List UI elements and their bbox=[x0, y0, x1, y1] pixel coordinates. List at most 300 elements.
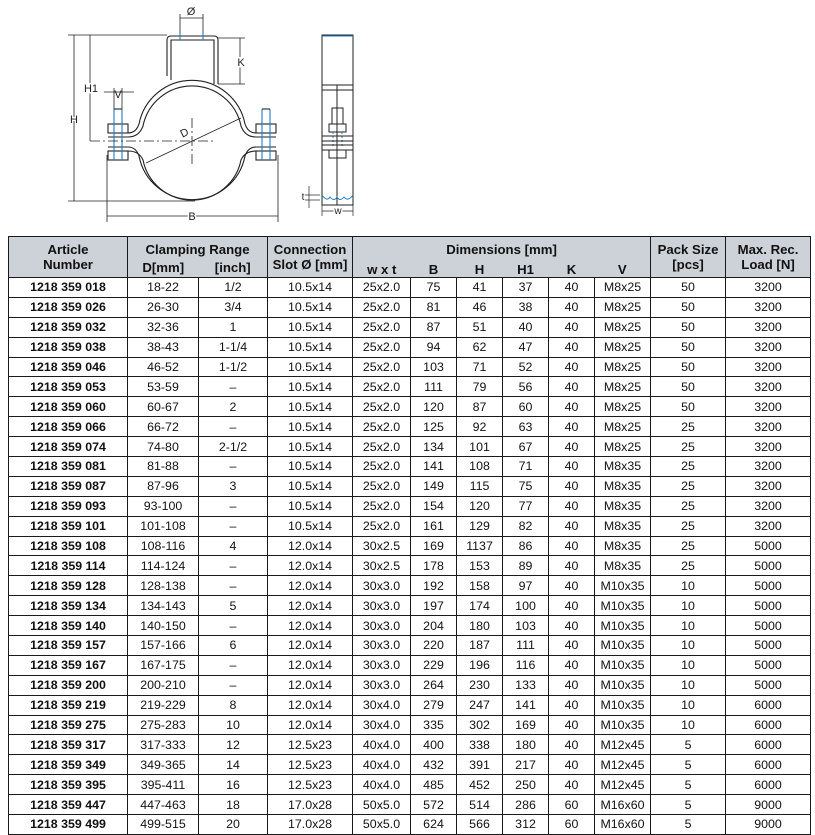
cell-max-load: 3200 bbox=[726, 417, 811, 437]
table-row bbox=[9, 576, 811, 596]
cell-dim-k: 40 bbox=[549, 337, 595, 357]
cell-clamping-d-mm: 101-108 bbox=[128, 516, 199, 536]
cell-dim-h1: 141 bbox=[503, 695, 549, 715]
header-article-line2: Number bbox=[43, 257, 93, 272]
cell-dim-v: M10x35 bbox=[595, 596, 651, 616]
cell-connection-slot: 10.5x14 bbox=[268, 317, 353, 337]
cell-max-load: 3200 bbox=[726, 278, 811, 298]
cell-clamping-inch: 1 bbox=[199, 317, 268, 337]
dimension-labels bbox=[70, 6, 245, 223]
cell-connection-slot: 12.0x14 bbox=[268, 576, 353, 596]
cell-article-number: 1218 359 275 bbox=[9, 715, 128, 735]
cell-clamping-d-mm: 18-22 bbox=[128, 278, 199, 298]
cell-clamping-d-mm: 46-52 bbox=[128, 357, 199, 377]
cell-dim-h1: 82 bbox=[503, 516, 549, 536]
cell-clamping-inch: – bbox=[199, 417, 268, 437]
header-d-mm: D[mm] bbox=[128, 257, 199, 278]
cell-dim-h: 174 bbox=[457, 596, 503, 616]
cell-dim-k: 40 bbox=[549, 755, 595, 775]
cell-connection-slot: 10.5x14 bbox=[268, 417, 353, 437]
cell-max-load: 3200 bbox=[726, 297, 811, 317]
cell-clamping-inch: – bbox=[199, 516, 268, 536]
cell-max-load: 3200 bbox=[726, 516, 811, 536]
cell-dim-k: 40 bbox=[549, 417, 595, 437]
cell-dim-b: 264 bbox=[411, 675, 457, 695]
table-row bbox=[9, 317, 811, 337]
header-h1: H1 bbox=[503, 257, 549, 278]
cell-dim-k: 40 bbox=[549, 775, 595, 795]
cell-article-number: 1218 359 317 bbox=[9, 735, 128, 755]
cell-dim-b: 75 bbox=[411, 278, 457, 298]
cell-clamping-d-mm: 108-116 bbox=[128, 536, 199, 556]
cell-dim-h1: 116 bbox=[503, 655, 549, 675]
connection-bracket-inner bbox=[171, 40, 214, 84]
cell-dim-h: 180 bbox=[457, 616, 503, 636]
cell-max-load: 3200 bbox=[726, 357, 811, 377]
cell-dim-b: 125 bbox=[411, 417, 457, 437]
cell-clamping-inch: – bbox=[199, 556, 268, 576]
cell-article-number: 1218 359 053 bbox=[9, 377, 128, 397]
label-h: H bbox=[70, 114, 78, 126]
cell-pack-size: 10 bbox=[651, 616, 726, 636]
cell-article-number: 1218 359 157 bbox=[9, 636, 128, 656]
table-row bbox=[9, 516, 811, 536]
cell-dim-h: 79 bbox=[457, 377, 503, 397]
cell-dim-h1: 312 bbox=[503, 815, 549, 835]
cell-dim-v: M16x60 bbox=[595, 815, 651, 835]
side-view bbox=[305, 35, 353, 216]
cell-article-number: 1218 359 219 bbox=[9, 695, 128, 715]
cell-clamping-inch: 1/2 bbox=[199, 278, 268, 298]
cell-dim-h1: 86 bbox=[503, 536, 549, 556]
cell-clamping-d-mm: 114-124 bbox=[128, 556, 199, 576]
cell-pack-size: 5 bbox=[651, 795, 726, 815]
cell-dim-b: 335 bbox=[411, 715, 457, 735]
cell-dim-h: 115 bbox=[457, 476, 503, 496]
cell-dim-v: M8x35 bbox=[595, 516, 651, 536]
cell-article-number: 1218 359 447 bbox=[9, 795, 128, 815]
cell-dim-k: 40 bbox=[549, 735, 595, 755]
cell-dim-wxt: 25x2.0 bbox=[353, 437, 411, 457]
cell-dim-v: M16x60 bbox=[595, 795, 651, 815]
header-wxt: w x t bbox=[353, 257, 411, 278]
header-article-number bbox=[9, 237, 128, 278]
table-row bbox=[9, 616, 811, 636]
cell-clamping-d-mm: 349-365 bbox=[128, 755, 199, 775]
cell-dim-v: M10x35 bbox=[595, 636, 651, 656]
label-h1: H1 bbox=[83, 83, 99, 95]
cell-clamping-d-mm: 60-67 bbox=[128, 397, 199, 417]
cell-dim-h1: 169 bbox=[503, 715, 549, 735]
cell-dim-h: 302 bbox=[457, 715, 503, 735]
cell-dim-h: 196 bbox=[457, 655, 503, 675]
cell-max-load: 9000 bbox=[726, 795, 811, 815]
table-row bbox=[9, 496, 811, 516]
label-k: K bbox=[237, 57, 245, 69]
cell-dim-k: 60 bbox=[549, 795, 595, 815]
cell-dim-k: 40 bbox=[549, 457, 595, 477]
cell-article-number: 1218 359 167 bbox=[9, 655, 128, 675]
cell-article-number: 1218 359 081 bbox=[9, 457, 128, 477]
cell-dim-wxt: 50x5.0 bbox=[353, 795, 411, 815]
cell-clamping-d-mm: 200-210 bbox=[128, 675, 199, 695]
cell-connection-slot: 10.5x14 bbox=[268, 357, 353, 377]
cell-dim-h: 108 bbox=[457, 457, 503, 477]
cell-dim-h: 153 bbox=[457, 556, 503, 576]
cell-max-load: 3200 bbox=[726, 457, 811, 477]
cell-dim-k: 40 bbox=[549, 536, 595, 556]
cell-pack-size: 5 bbox=[651, 775, 726, 795]
table-row bbox=[9, 735, 811, 755]
cell-dim-b: 120 bbox=[411, 397, 457, 417]
cell-article-number: 1218 359 038 bbox=[9, 337, 128, 357]
cell-max-load: 5000 bbox=[726, 536, 811, 556]
cell-connection-slot: 10.5x14 bbox=[268, 278, 353, 298]
cell-connection-slot: 10.5x14 bbox=[268, 516, 353, 536]
cell-dim-h: 566 bbox=[457, 815, 503, 835]
cell-pack-size: 25 bbox=[651, 536, 726, 556]
cell-dim-v: M12x45 bbox=[595, 735, 651, 755]
cell-dim-k: 40 bbox=[549, 278, 595, 298]
cell-max-load: 3200 bbox=[726, 496, 811, 516]
cell-clamping-inch: – bbox=[199, 655, 268, 675]
cell-clamping-d-mm: 74-80 bbox=[128, 437, 199, 457]
table-body bbox=[9, 278, 811, 835]
header-load-line2: Load [N] bbox=[726, 257, 811, 278]
header-h: H bbox=[457, 257, 503, 278]
cell-clamping-d-mm: 38-43 bbox=[128, 337, 199, 357]
cell-connection-slot: 10.5x14 bbox=[268, 437, 353, 457]
cell-article-number: 1218 359 101 bbox=[9, 516, 128, 536]
cell-dim-v: M10x35 bbox=[595, 675, 651, 695]
cell-clamping-d-mm: 26-30 bbox=[128, 297, 199, 317]
cell-clamping-inch: 20 bbox=[199, 815, 268, 835]
cell-dim-wxt: 30x3.0 bbox=[353, 675, 411, 695]
cell-dim-b: 220 bbox=[411, 636, 457, 656]
cell-article-number: 1218 359 114 bbox=[9, 556, 128, 576]
cell-dim-v: M8x35 bbox=[595, 457, 651, 477]
cell-dim-b: 624 bbox=[411, 815, 457, 835]
cell-dim-wxt: 25x2.0 bbox=[353, 417, 411, 437]
cell-clamping-inch: 12 bbox=[199, 735, 268, 755]
cell-dim-h1: 77 bbox=[503, 496, 549, 516]
cell-article-number: 1218 359 140 bbox=[9, 616, 128, 636]
cell-max-load: 9000 bbox=[726, 815, 811, 835]
label-t: t bbox=[301, 192, 305, 203]
cell-clamping-inch: 16 bbox=[199, 775, 268, 795]
cell-clamping-d-mm: 157-166 bbox=[128, 636, 199, 656]
cell-dim-k: 40 bbox=[549, 616, 595, 636]
cell-max-load: 5000 bbox=[726, 596, 811, 616]
cell-clamping-d-mm: 275-283 bbox=[128, 715, 199, 735]
cell-dim-k: 40 bbox=[549, 655, 595, 675]
table-row bbox=[9, 337, 811, 357]
cell-dim-h: 158 bbox=[457, 576, 503, 596]
cell-connection-slot: 10.5x14 bbox=[268, 297, 353, 317]
cell-dim-wxt: 40x4.0 bbox=[353, 775, 411, 795]
cell-clamping-inch: 18 bbox=[199, 795, 268, 815]
cell-dim-v: M8x25 bbox=[595, 278, 651, 298]
cell-clamping-d-mm: 317-333 bbox=[128, 735, 199, 755]
cell-clamping-inch: – bbox=[199, 616, 268, 636]
cell-dim-k: 40 bbox=[549, 675, 595, 695]
cell-dim-h: 71 bbox=[457, 357, 503, 377]
right-nut-lower bbox=[256, 151, 276, 160]
cell-max-load: 6000 bbox=[726, 775, 811, 795]
cell-clamping-d-mm: 447-463 bbox=[128, 795, 199, 815]
header-article-line1: Article bbox=[47, 242, 89, 257]
cell-clamping-inch: – bbox=[199, 576, 268, 596]
cell-dim-h1: 217 bbox=[503, 755, 549, 775]
cell-pack-size: 10 bbox=[651, 596, 726, 616]
cell-pack-size: 50 bbox=[651, 377, 726, 397]
cell-pack-size: 50 bbox=[651, 337, 726, 357]
cell-clamping-inch: – bbox=[199, 377, 268, 397]
cell-connection-slot: 10.5x14 bbox=[268, 397, 353, 417]
cell-article-number: 1218 359 134 bbox=[9, 596, 128, 616]
cell-clamping-inch: 3 bbox=[199, 476, 268, 496]
cell-max-load: 5000 bbox=[726, 616, 811, 636]
cell-clamping-d-mm: 499-515 bbox=[128, 815, 199, 835]
table-row bbox=[9, 755, 811, 775]
cell-dim-wxt: 25x2.0 bbox=[353, 337, 411, 357]
cell-dim-wxt: 25x2.0 bbox=[353, 397, 411, 417]
cell-dim-h: 51 bbox=[457, 317, 503, 337]
specification-table bbox=[8, 236, 811, 835]
cell-dim-b: 197 bbox=[411, 596, 457, 616]
table-row bbox=[9, 815, 811, 835]
cell-pack-size: 5 bbox=[651, 755, 726, 775]
table-row bbox=[9, 357, 811, 377]
cell-dim-b: 111 bbox=[411, 377, 457, 397]
cell-dim-b: 400 bbox=[411, 735, 457, 755]
table-row bbox=[9, 715, 811, 735]
cell-dim-h1: 180 bbox=[503, 735, 549, 755]
header-pack-line1: Pack Size bbox=[651, 237, 726, 258]
cell-dim-v: M8x25 bbox=[595, 297, 651, 317]
cell-dim-wxt: 25x2.0 bbox=[353, 457, 411, 477]
cell-dim-k: 40 bbox=[549, 715, 595, 735]
cell-dim-wxt: 25x2.0 bbox=[353, 496, 411, 516]
cell-max-load: 6000 bbox=[726, 695, 811, 715]
cell-dim-h1: 63 bbox=[503, 417, 549, 437]
cell-dim-wxt: 25x2.0 bbox=[353, 357, 411, 377]
cell-dim-k: 40 bbox=[549, 357, 595, 377]
cell-connection-slot: 12.5x23 bbox=[268, 775, 353, 795]
cell-clamping-inch: 1-1/4 bbox=[199, 337, 268, 357]
left-nut-lower bbox=[108, 151, 128, 160]
header-pack-line2: [pcs] bbox=[651, 257, 726, 278]
cell-dim-wxt: 25x2.0 bbox=[353, 377, 411, 397]
table-row bbox=[9, 556, 811, 576]
cell-clamping-inch: 6 bbox=[199, 636, 268, 656]
cell-dim-b: 149 bbox=[411, 476, 457, 496]
header-b: B bbox=[411, 257, 457, 278]
cell-dim-h: 391 bbox=[457, 755, 503, 775]
cell-connection-slot: 12.0x14 bbox=[268, 715, 353, 735]
upper-ring-inner bbox=[108, 86, 276, 137]
cell-article-number: 1218 359 060 bbox=[9, 397, 128, 417]
table-row bbox=[9, 536, 811, 556]
cell-connection-slot: 12.5x23 bbox=[268, 755, 353, 775]
cell-dim-wxt: 50x5.0 bbox=[353, 815, 411, 835]
cell-dim-k: 40 bbox=[549, 556, 595, 576]
header-connection-line1: Connection bbox=[268, 237, 353, 258]
cell-pack-size: 25 bbox=[651, 496, 726, 516]
cell-dim-b: 572 bbox=[411, 795, 457, 815]
cell-dim-k: 40 bbox=[549, 297, 595, 317]
cell-clamping-d-mm: 167-175 bbox=[128, 655, 199, 675]
cell-dim-k: 40 bbox=[549, 496, 595, 516]
cell-pack-size: 50 bbox=[651, 397, 726, 417]
cell-dim-h: 338 bbox=[457, 735, 503, 755]
cell-dim-k: 40 bbox=[549, 437, 595, 457]
cell-connection-slot: 17.0x28 bbox=[268, 795, 353, 815]
cell-dim-v: M8x25 bbox=[595, 377, 651, 397]
cell-max-load: 3200 bbox=[726, 377, 811, 397]
cell-article-number: 1218 359 349 bbox=[9, 755, 128, 775]
cell-max-load: 6000 bbox=[726, 755, 811, 775]
cell-clamping-inch: 14 bbox=[199, 755, 268, 775]
cell-connection-slot: 10.5x14 bbox=[268, 476, 353, 496]
cell-pack-size: 25 bbox=[651, 476, 726, 496]
table-row bbox=[9, 655, 811, 675]
cell-dim-k: 40 bbox=[549, 317, 595, 337]
cell-dim-b: 134 bbox=[411, 437, 457, 457]
cell-dim-h: 230 bbox=[457, 675, 503, 695]
cell-dim-b: 141 bbox=[411, 457, 457, 477]
cell-dim-b: 204 bbox=[411, 616, 457, 636]
cell-dim-b: 432 bbox=[411, 755, 457, 775]
cell-dim-v: M8x25 bbox=[595, 317, 651, 337]
cell-pack-size: 25 bbox=[651, 516, 726, 536]
cell-dim-wxt: 30x2.5 bbox=[353, 536, 411, 556]
cell-dim-h: 101 bbox=[457, 437, 503, 457]
cell-dim-h: 129 bbox=[457, 516, 503, 536]
cell-dim-k: 40 bbox=[549, 397, 595, 417]
cell-dim-b: 154 bbox=[411, 496, 457, 516]
cell-dim-b: 178 bbox=[411, 556, 457, 576]
cell-connection-slot: 10.5x14 bbox=[268, 496, 353, 516]
cell-dim-b: 192 bbox=[411, 576, 457, 596]
cell-dim-h1: 286 bbox=[503, 795, 549, 815]
dimension-lines bbox=[68, 14, 278, 222]
cell-clamping-inch: – bbox=[199, 457, 268, 477]
cell-dim-h: 87 bbox=[457, 397, 503, 417]
cell-dim-v: M10x35 bbox=[595, 715, 651, 735]
cell-max-load: 5000 bbox=[726, 655, 811, 675]
header-clamping-range: Clamping Range bbox=[128, 237, 268, 258]
cell-article-number: 1218 359 032 bbox=[9, 317, 128, 337]
cell-pack-size: 5 bbox=[651, 815, 726, 835]
cell-dim-h1: 47 bbox=[503, 337, 549, 357]
cell-pack-size: 10 bbox=[651, 715, 726, 735]
cell-dim-wxt: 30x3.0 bbox=[353, 616, 411, 636]
cell-connection-slot: 12.0x14 bbox=[268, 675, 353, 695]
cell-dim-h1: 56 bbox=[503, 377, 549, 397]
table-row bbox=[9, 417, 811, 437]
cell-clamping-d-mm: 395-411 bbox=[128, 775, 199, 795]
cell-dim-h1: 103 bbox=[503, 616, 549, 636]
cell-dim-v: M8x25 bbox=[595, 417, 651, 437]
cell-dim-wxt: 25x2.0 bbox=[353, 516, 411, 536]
cell-dim-h: 514 bbox=[457, 795, 503, 815]
cell-connection-slot: 10.5x14 bbox=[268, 457, 353, 477]
cell-dim-h1: 97 bbox=[503, 576, 549, 596]
left-nut-upper bbox=[108, 124, 128, 133]
cell-article-number: 1218 359 499 bbox=[9, 815, 128, 835]
cell-dim-wxt: 40x4.0 bbox=[353, 755, 411, 775]
cell-clamping-inch: – bbox=[199, 496, 268, 516]
cell-dim-wxt: 25x2.0 bbox=[353, 317, 411, 337]
cell-connection-slot: 12.0x14 bbox=[268, 636, 353, 656]
cell-pack-size: 10 bbox=[651, 695, 726, 715]
cell-dim-h1: 133 bbox=[503, 675, 549, 695]
table-row bbox=[9, 397, 811, 417]
header-v: V bbox=[595, 257, 651, 278]
cell-clamping-inch: 2 bbox=[199, 397, 268, 417]
table-row bbox=[9, 775, 811, 795]
cell-dim-v: M12x45 bbox=[595, 755, 651, 775]
cell-dim-v: M8x35 bbox=[595, 556, 651, 576]
cell-dim-v: M8x25 bbox=[595, 437, 651, 457]
cell-article-number: 1218 359 087 bbox=[9, 476, 128, 496]
cell-clamping-d-mm: 32-36 bbox=[128, 317, 199, 337]
cell-max-load: 3200 bbox=[726, 437, 811, 457]
cell-max-load: 5000 bbox=[726, 636, 811, 656]
cell-pack-size: 10 bbox=[651, 576, 726, 596]
cell-max-load: 5000 bbox=[726, 675, 811, 695]
table-row bbox=[9, 377, 811, 397]
cell-dim-k: 40 bbox=[549, 377, 595, 397]
header-load-line1: Max. Rec. bbox=[726, 237, 811, 258]
cell-clamping-d-mm: 81-88 bbox=[128, 457, 199, 477]
cell-pack-size: 50 bbox=[651, 278, 726, 298]
cell-max-load: 3200 bbox=[726, 317, 811, 337]
cell-connection-slot: 10.5x14 bbox=[268, 337, 353, 357]
cell-clamping-inch: 5 bbox=[199, 596, 268, 616]
cell-max-load: 3200 bbox=[726, 337, 811, 357]
cell-dim-wxt: 25x2.0 bbox=[353, 297, 411, 317]
cell-dim-k: 40 bbox=[549, 596, 595, 616]
cell-dim-v: M10x35 bbox=[595, 695, 651, 715]
cell-connection-slot: 17.0x28 bbox=[268, 815, 353, 835]
cell-dim-h1: 89 bbox=[503, 556, 549, 576]
cell-connection-slot: 12.0x14 bbox=[268, 695, 353, 715]
cell-dim-h: 62 bbox=[457, 337, 503, 357]
cell-dim-k: 40 bbox=[549, 636, 595, 656]
cell-clamping-inch: 2-1/2 bbox=[199, 437, 268, 457]
cell-clamping-d-mm: 128-138 bbox=[128, 576, 199, 596]
pipe-clamp-drawing bbox=[0, 0, 400, 232]
cell-dim-v: M12x45 bbox=[595, 775, 651, 795]
cell-pack-size: 10 bbox=[651, 675, 726, 695]
cell-pack-size: 5 bbox=[651, 735, 726, 755]
cell-dim-k: 60 bbox=[549, 815, 595, 835]
cell-dim-h1: 60 bbox=[503, 397, 549, 417]
cell-dim-wxt: 30x3.0 bbox=[353, 576, 411, 596]
cell-clamping-d-mm: 134-143 bbox=[128, 596, 199, 616]
table-row bbox=[9, 278, 811, 298]
cell-dim-h: 41 bbox=[457, 278, 503, 298]
cell-dim-h1: 250 bbox=[503, 775, 549, 795]
label-v: V bbox=[114, 89, 122, 101]
cell-article-number: 1218 359 395 bbox=[9, 775, 128, 795]
cell-dim-b: 229 bbox=[411, 655, 457, 675]
cell-dim-h1: 67 bbox=[503, 437, 549, 457]
cell-connection-slot: 12.0x14 bbox=[268, 616, 353, 636]
cell-pack-size: 50 bbox=[651, 357, 726, 377]
